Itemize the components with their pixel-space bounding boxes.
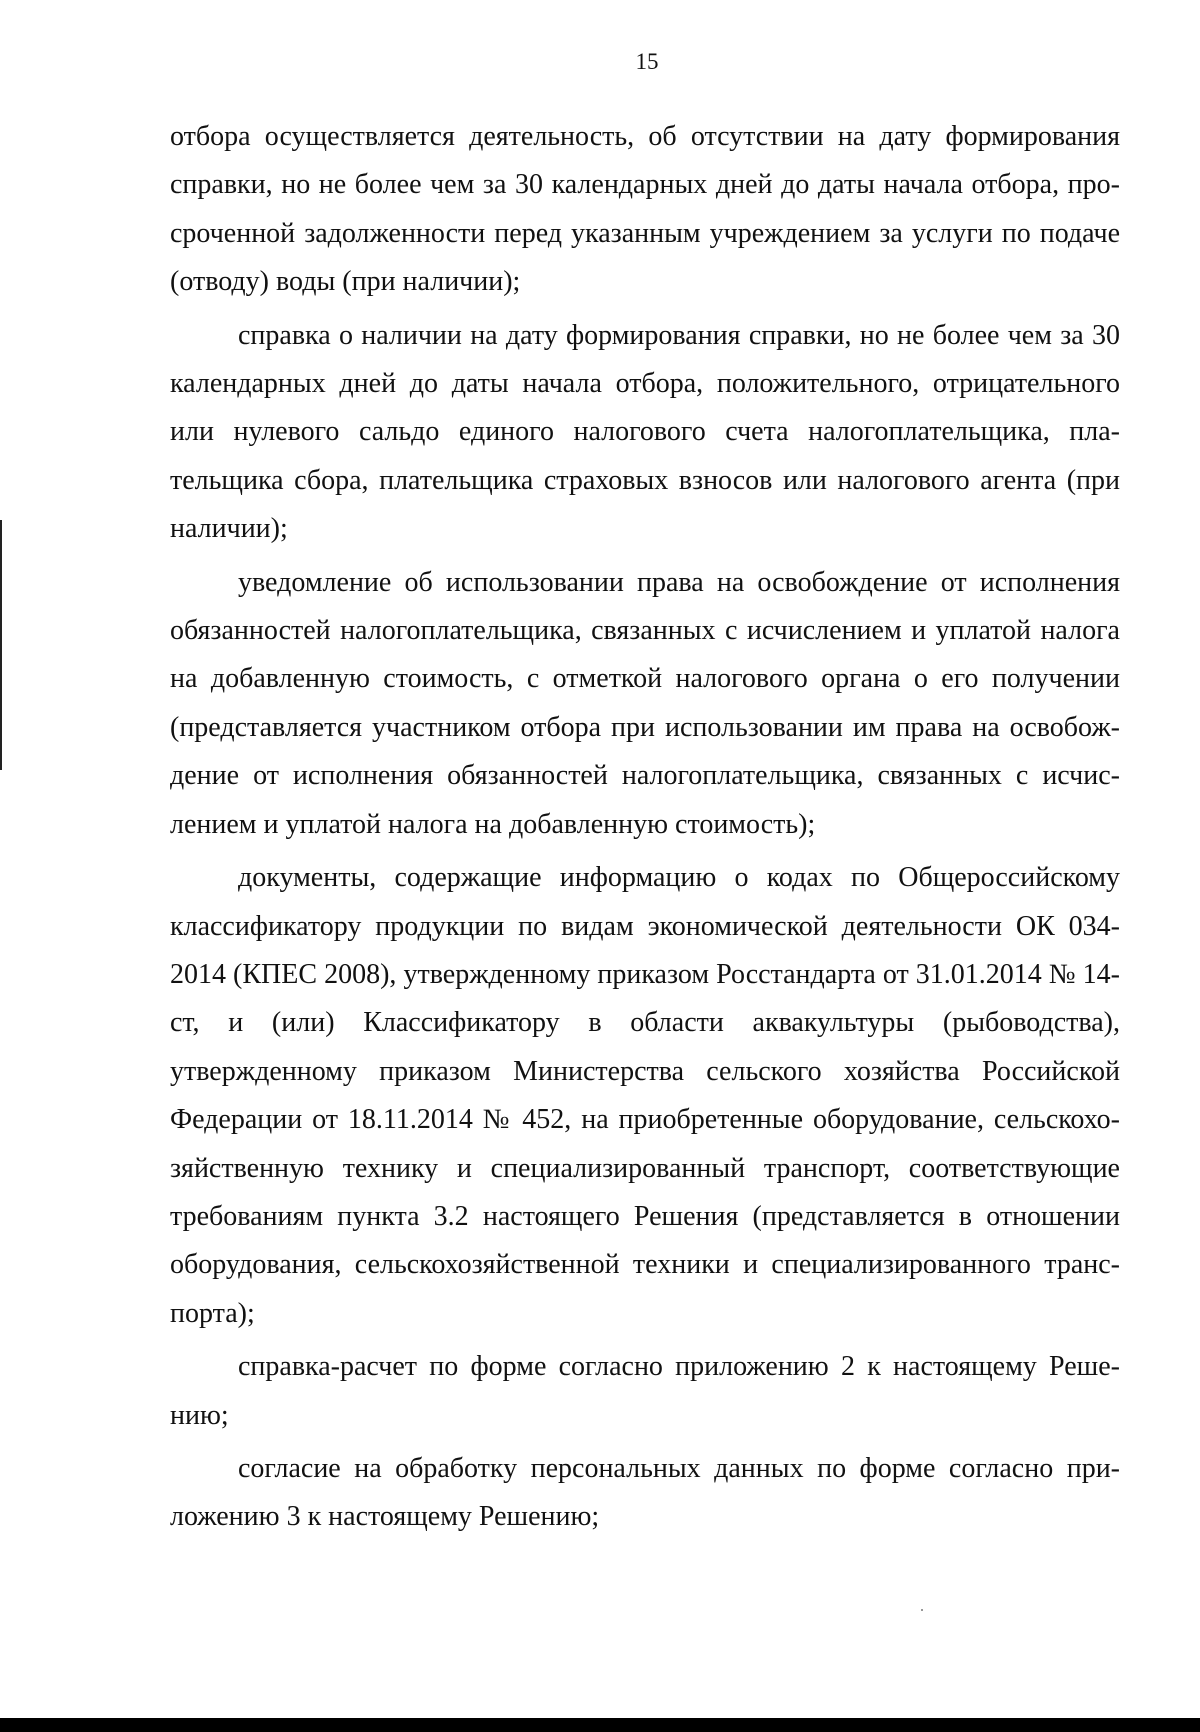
paragraph-tax-balance-certificate: справка о наличии на дату формирования справки, но не более чем за 30 календарных дней до даты начала отбора, положительного, отрицательного или нулевого сальдо единого налогового счета налогоплательщика, плательщика сбора, плательщика страховых взносов или налогового агента (при наличии); [170,319,1120,545]
document-body [170,113,1120,1542]
paragraph-personal-data-consent: согласие на обработку персональных данных по форме согласно приложению 3 к настоящему Решению; [170,1452,1120,1533]
page-number: 15 [635,49,659,74]
paragraph-continuation: отбора осуществляется деятельность, об отсутствии на дату формирования справки, но не более чем за 30 календарных дней до даты начала отбора, просроченной задолженности перед указанным учреждением за услуги по подаче (отводу) воды (при наличии); [170,121,1120,298]
paragraph-calculation-certificate: справка-расчет по форме согласно приложению 2 к настоящему Решению; [170,1351,1120,1431]
scan-speck [921,1609,923,1611]
paragraph-classifier-documents: документы, содержащие информацию о кодах по Общероссийскому классификатору продукции по видам экономической деятельности ОК 034-2014 (КПЕС 2008), утвержденному приказом Росстандарта от 31.01.2014 № 14-ст, и (или) Классификатору в области аквакультуры (рыбоводства), утвержденному приказом Министерства сельского хозяйства Российской Федерации от 18.11.2014 № 452, на приобретенные оборудование, сельскохозяйственную технику и специализированный транспорт, соответствующие требованиям пункта 3.2 настоящего Решения (представляется в отношении оборудования, сельскохозяйственной техники и специализированного транспорта); [170,862,1120,1329]
scan-bottom-border [0,1718,1200,1732]
scan-edge-mark [0,520,2,770]
paragraph-vat-exemption-notice: уведомление об использовании права на освобождение от исполнения обязанностей налогоплательщика, связанных с исчислением и уплатой налога на добавленную стоимость, с отметкой налогового органа о его получении (представляется участником отбора при использовании им права на освобождение от исполнения обязанностей налогоплательщика, связанных с исчислением и уплатой налога на добавленную стоимость); [170,566,1120,840]
